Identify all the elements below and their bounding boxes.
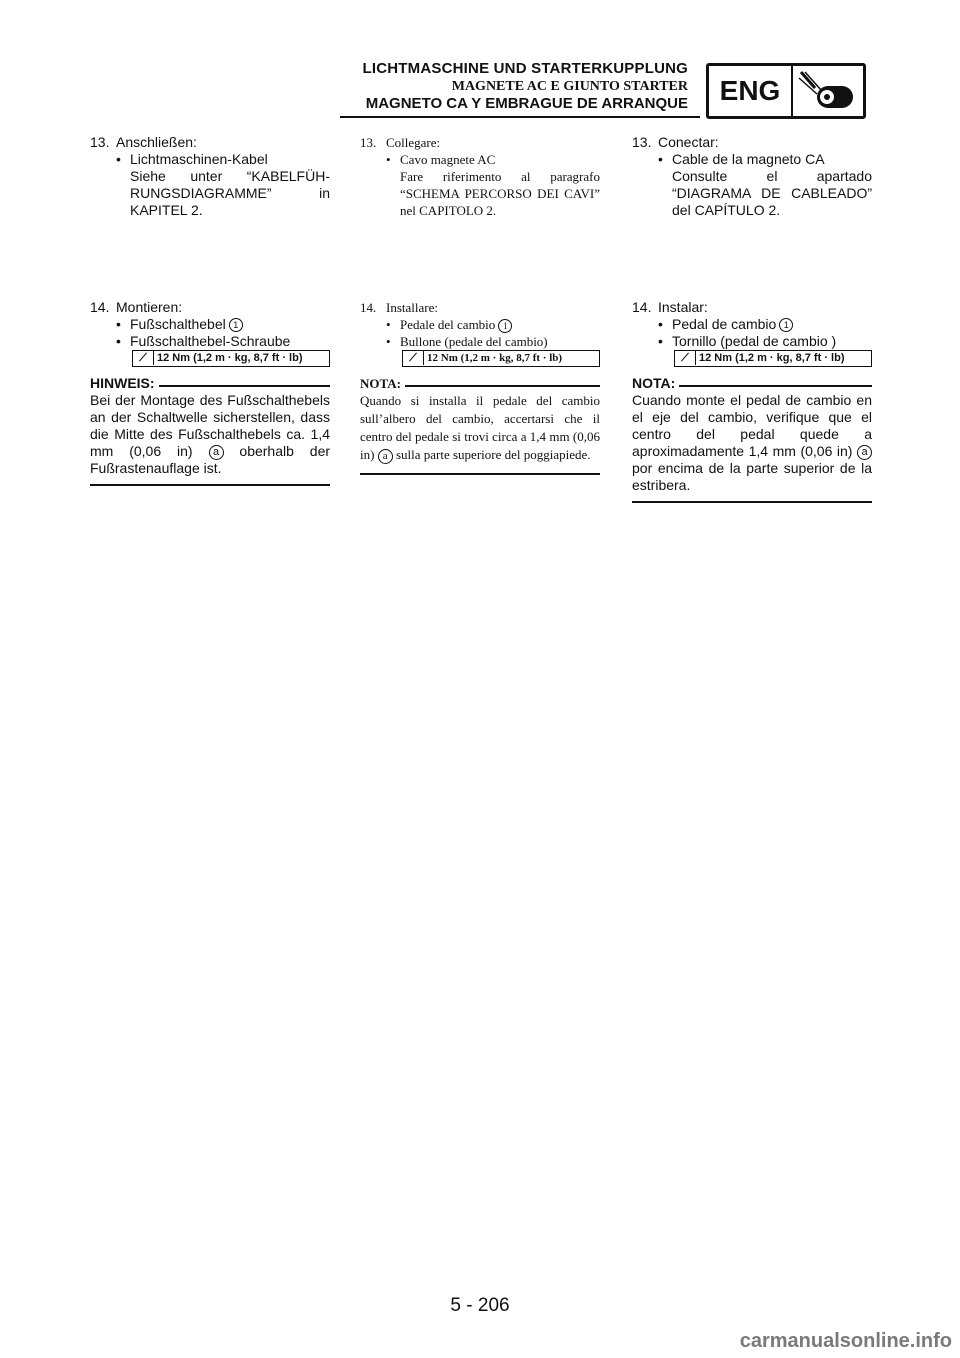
list-item: • Cavo magnete AC <box>386 151 600 168</box>
wrench-icon: ⟋ <box>133 351 154 365</box>
list-item: • Pedale del cambio 1 <box>386 316 600 333</box>
torque-spec: ⟋ 12 Nm (1,2 m · kg, 8,7 ft · lb) <box>132 350 330 367</box>
ref-marker-1: 1 <box>779 318 793 332</box>
step-title: Collegare: <box>386 135 441 150</box>
note-text: Cuando monte el pedal de cambio en el eje del cambio, verifique que el centro del pedal quede a aproximadamente 1,4 mm (0,06 in) a por encima de la parte superior de la estribera. <box>632 392 872 493</box>
step-14: 14. Montieren: <box>90 299 183 315</box>
step-13: 13. Anschließen: <box>90 134 197 150</box>
note-box <box>632 375 872 503</box>
note-box <box>90 375 330 486</box>
note-label: HINWEIS: <box>90 375 159 392</box>
header-title-de: LICHTMASCHINE UND STARTERKUPPLUNG <box>362 60 688 77</box>
engine-part-icon <box>795 68 861 114</box>
torque-spec: ⟋ 12 Nm (1,2 m · kg, 8,7 ft · lb) <box>402 350 600 367</box>
note-label: NOTA: <box>360 375 405 392</box>
step-title: Installare: <box>386 300 438 315</box>
ref-marker-a: a <box>378 449 393 464</box>
step-title: Anschließen: <box>116 134 197 150</box>
ref-marker-1: 1 <box>229 318 243 332</box>
torque-spec: ⟋ 12 Nm (1,2 m · kg, 8,7 ft · lb) <box>674 350 872 367</box>
list-item: • Lichtmaschinen-Kabel <box>116 151 330 168</box>
section-badge <box>706 63 866 119</box>
watermark: carmanualsonline.info <box>739 1330 952 1352</box>
step-13: 13. Collegare: <box>360 135 441 150</box>
note-label: NOTA: <box>632 375 679 392</box>
step-title: Montieren: <box>116 299 183 315</box>
step-14: 14. Installare: <box>360 300 438 315</box>
reference-text: Consulte el apartado “DIAGRAMA DE CABLEADO” del CAPÍTULO 2. <box>672 168 872 218</box>
ref-marker-a: a <box>857 445 872 460</box>
header-title-it: MAGNETE AC E GIUNTO STARTER <box>451 79 688 94</box>
step-14: 14. Instalar: <box>632 299 708 315</box>
list-item: • Fußschalthebel-Schraube <box>116 333 330 350</box>
header-title-es: MAGNETO CA Y EMBRAGUE DE ARRANQUE <box>365 95 688 112</box>
step-13: 13. Conectar: <box>632 134 719 150</box>
reference-text: Siehe unter “KABELFÜH-RUNGSDIAGRAMME” in KAPITEL 2. <box>130 168 330 218</box>
header-rule <box>340 116 700 118</box>
wrench-icon: ⟋ <box>675 351 696 365</box>
note-text: Quando si installa il pedale del cambio sull’albero del cambio, accertarsi che il centro del pedale si trovi circa a 1,4 mm (0,06 in) a sulla parte superiore del poggiapiede. <box>360 393 600 462</box>
note-box <box>360 375 600 475</box>
step-title: Conectar: <box>658 134 719 150</box>
ref-marker-a: a <box>209 445 224 460</box>
section-label: ENG <box>709 66 793 116</box>
ref-marker-1: 1 <box>498 319 512 333</box>
list-item: • Fußschalthebel 1 <box>116 316 330 333</box>
list-item: • Bullone (pedale del cambio) <box>386 333 600 350</box>
page-number: 5 - 206 <box>450 1295 510 1316</box>
reference-text: Fare riferimento al paragrafo “SCHEMA PERCORSO DEI CAVI” nel CAPITOLO 2. <box>400 169 600 218</box>
list-item: • Tornillo (pedal de cambio ) <box>658 333 872 350</box>
step-title: Instalar: <box>658 299 708 315</box>
list-item: • Cable de la magneto CA <box>658 151 872 168</box>
note-text: Bei der Montage des Fußschalthebels an der Schaltwelle sicherstellen, dass die Mitte des Fußschalthebels ca. 1,4 mm (0,06 in) a oberhalb der Fußrastenauflage ist. <box>90 392 331 476</box>
list-item: • Pedal de cambio 1 <box>658 316 872 333</box>
wrench-icon: ⟋ <box>403 351 424 365</box>
